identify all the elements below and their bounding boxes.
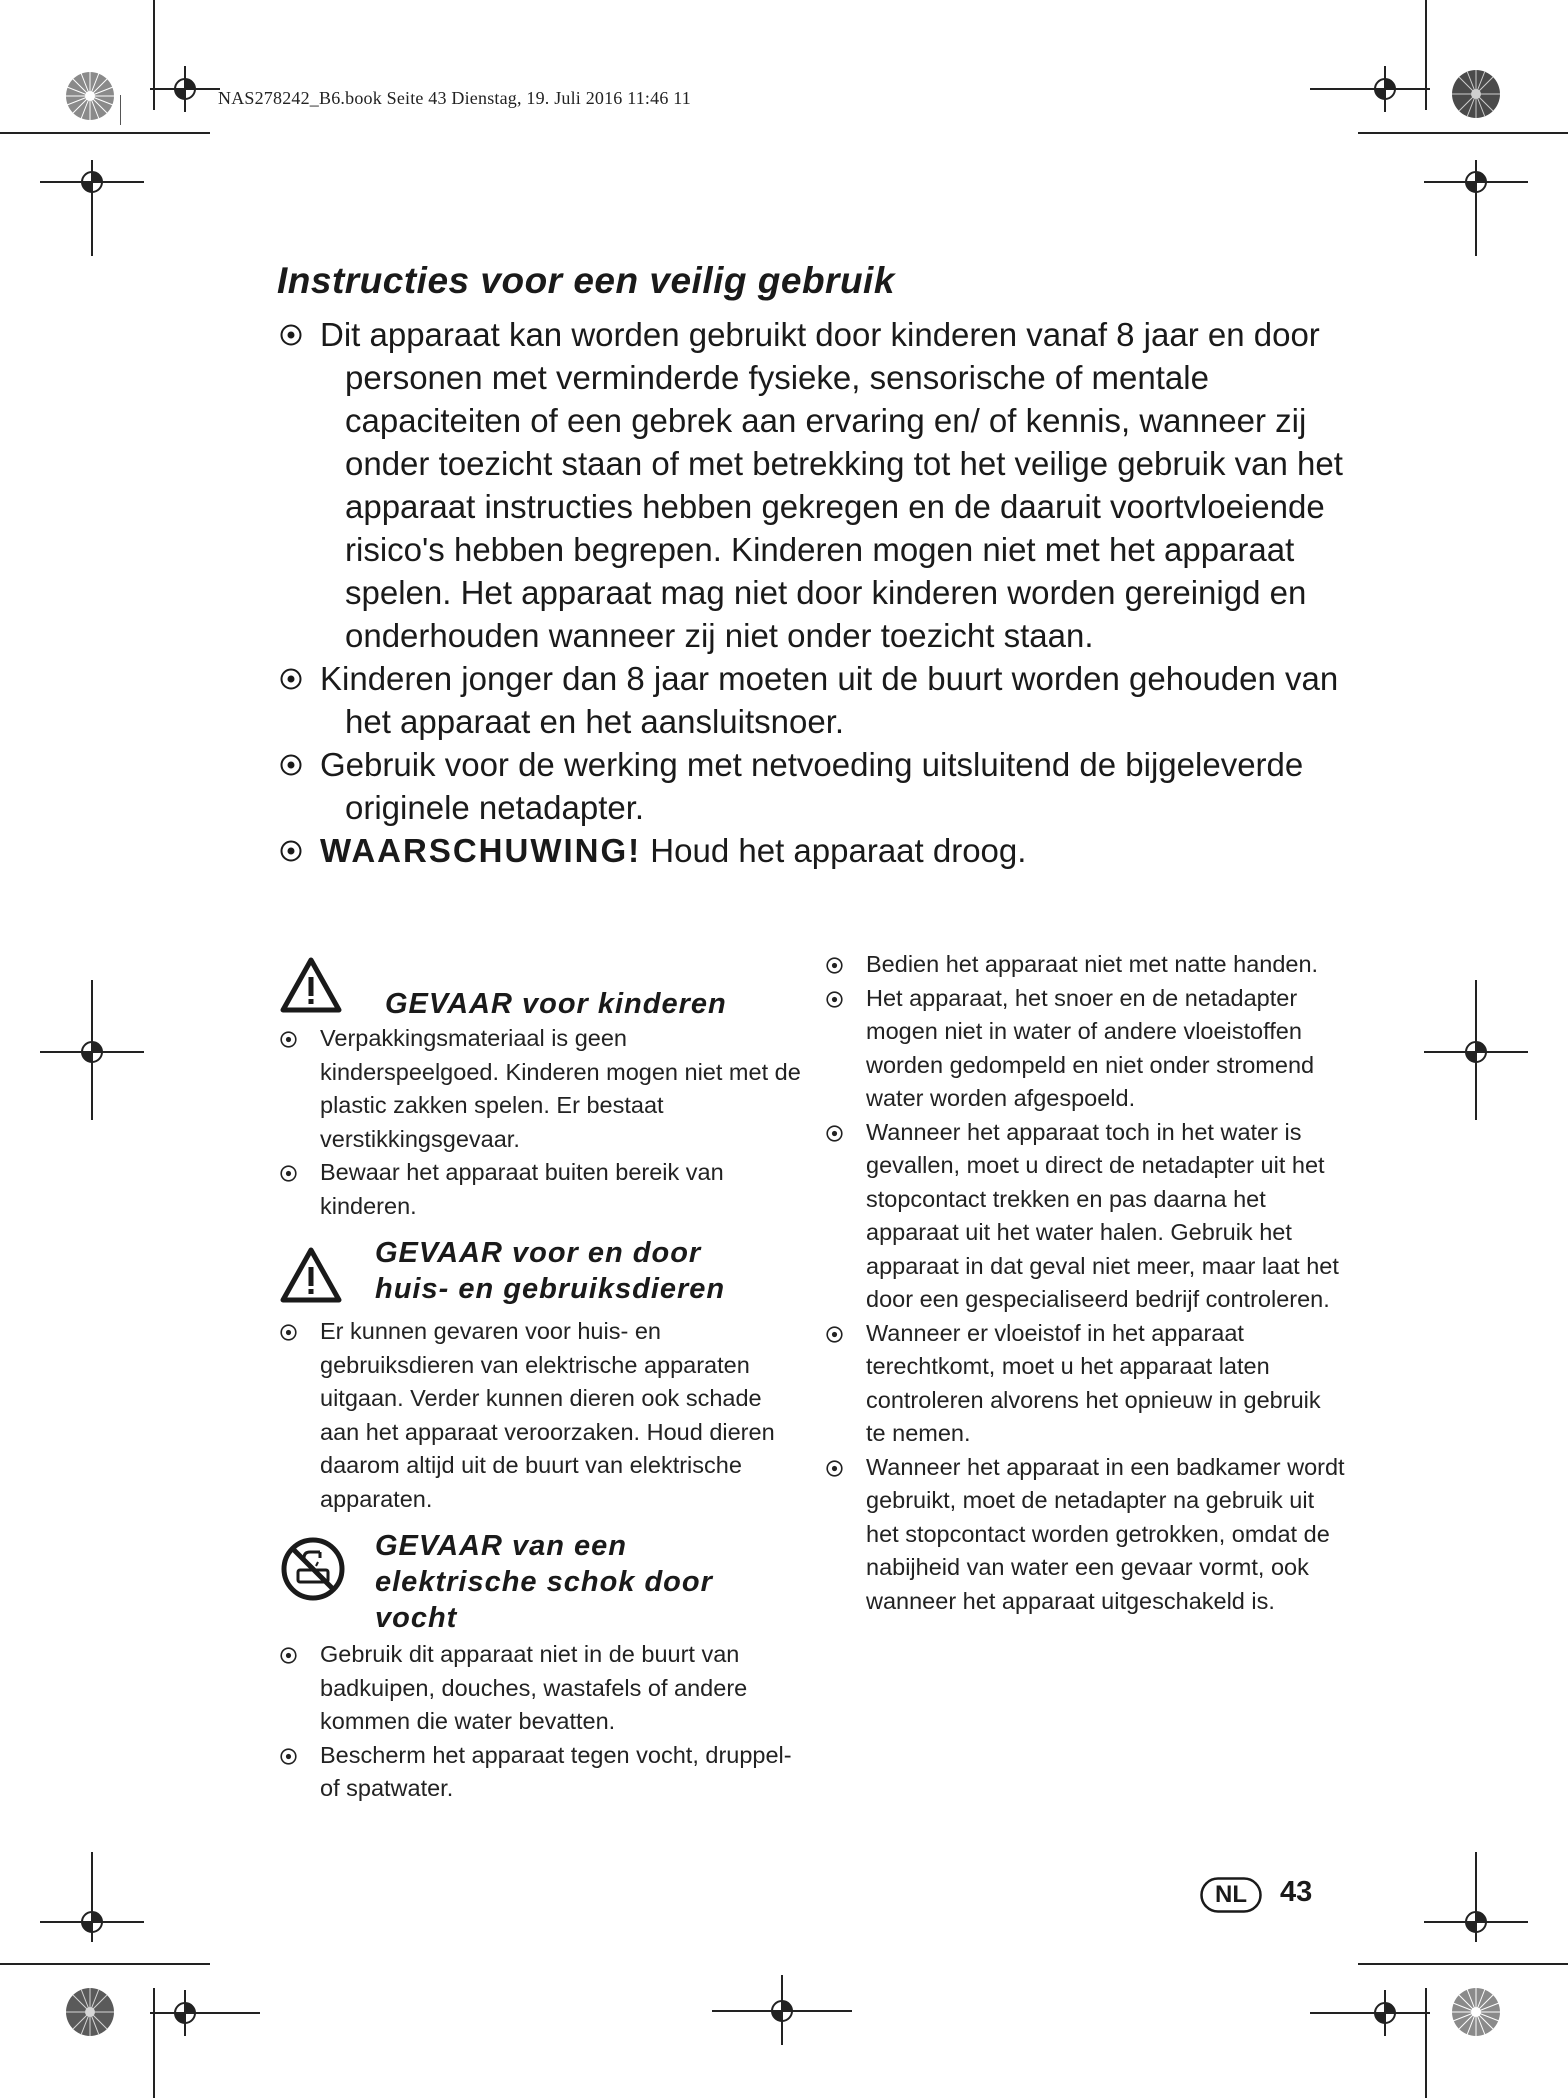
list-item xyxy=(280,1638,805,1739)
bullet-icon xyxy=(280,1647,297,1664)
crop-line xyxy=(0,1963,210,1965)
safety-instructions-list xyxy=(280,313,1360,872)
registration-mark-icon xyxy=(1310,1990,1430,2036)
list-item-text: Verpakkingsmateriaal is geen kinderspeelgoed. Kinderen mogen niet met de plastic zakken spelen. Er bestaat verstikkingsgevaar. xyxy=(320,1025,801,1152)
print-info-header: NAS278242_B6.book Seite 43 Dienstag, 19. Juli 2016 11:46 11 xyxy=(218,88,691,108)
list-item xyxy=(826,982,1346,1116)
list-item xyxy=(280,1739,805,1806)
list-item-text: Bedien het apparaat niet met natte handen. xyxy=(866,951,1319,977)
crop-line xyxy=(0,132,210,134)
registration-mark-icon xyxy=(150,1990,260,2036)
bullet-icon xyxy=(826,957,843,974)
section-heading-animals xyxy=(280,1235,805,1311)
crop-line xyxy=(120,95,121,125)
registration-mark-icon xyxy=(40,1852,144,1942)
list-item-text: Bewaar het apparaat buiten bereik van kinderen. xyxy=(320,1159,724,1219)
bullet-icon xyxy=(280,668,302,690)
registration-mark-icon xyxy=(712,1975,852,2045)
bullet-icon xyxy=(280,1324,297,1341)
page-number: 43 xyxy=(1280,1876,1313,1908)
list-item xyxy=(280,313,1360,657)
list-item-text: Wanneer het apparaat toch in het water is gevallen, moet u direct de netadapter uit het stopcontact trekken en pas daarna het apparaat uit het water halen. Gebruik het apparaat in dat geval niet meer, maar laat het door een gespecialiseerd bedrijf controleren. xyxy=(866,1118,1339,1312)
bullet-icon xyxy=(280,840,302,862)
registration-mark-icon xyxy=(1424,980,1528,1120)
bullet-icon xyxy=(280,1165,297,1182)
bullet-icon xyxy=(280,1748,297,1765)
page-title: Instructies voor een veilig gebruik xyxy=(277,260,895,301)
list-item xyxy=(826,1116,1346,1317)
warning-item-text xyxy=(320,829,1360,872)
warning-label: WAARSCHUWING! xyxy=(320,832,642,869)
section-heading-line: huis- en gebruiksdieren xyxy=(375,1273,726,1305)
section-heading-text: GEVAAR voor kinderen xyxy=(385,988,727,1020)
crop-line xyxy=(1358,1963,1568,1965)
left-column xyxy=(280,955,805,1806)
warning-item xyxy=(280,829,1360,872)
bullet-icon xyxy=(826,1326,843,1343)
list-item-text: Er kunnen gevaren voor huis- en gebruiksdieren van elektrische apparaten uitgaan. Verder kunnen dieren ook schade aan het apparaat veroorzaken. Houd dieren daarom altijd uit de buurt van elektrische apparaten. xyxy=(320,1318,775,1512)
starburst-mark-icon xyxy=(1450,1986,1502,2038)
list-item-text: Gebruik dit apparaat niet in de buurt van badkuipen, douches, wastafels of andere kommen die water bevatten. xyxy=(320,1641,748,1734)
list-item-text: Dit apparaat kan worden gebruikt door kinderen vanaf 8 jaar en door personen met verminderde fysieke, sensorische of mentale capaciteiten of een gebrek aan ervaring en/ of kennis, wanneer zij onder toezicht staan of met betrekking tot het veilige gebruik van het apparaat instructies hebben gekregen en de daaruit voortvloeiende risico's hebben begrepen. Kinderen mogen niet met het apparaat spelen. Het apparaat mag niet door kinderen worden gereinigd en onderhouden wanneer zij niet onder toezicht staan. xyxy=(320,316,1343,654)
section-heading-line: vocht xyxy=(375,1602,458,1634)
warning-triangle-icon xyxy=(280,957,342,1013)
list-item xyxy=(280,657,1360,743)
section-heading-line: elektrische schok door xyxy=(375,1566,713,1598)
registration-mark-icon xyxy=(1310,66,1430,112)
registration-mark-icon xyxy=(40,160,144,256)
registration-mark-icon xyxy=(150,66,220,112)
list-item xyxy=(826,1451,1346,1619)
section-heading-shock xyxy=(280,1528,805,1636)
list-item-text: Gebruik voor de werking met netvoeding uitsluitend de bijgeleverde originele netadapter. xyxy=(320,746,1304,826)
list-item-text: Bescherm het apparaat tegen vocht, druppel- of spatwater. xyxy=(320,1741,792,1801)
list-item xyxy=(280,743,1360,829)
right-column xyxy=(826,948,1346,1618)
warning-text: Houd het apparaat droog. xyxy=(641,832,1027,869)
language-badge: NL xyxy=(1215,1881,1247,1908)
registration-mark-icon xyxy=(1424,160,1528,256)
registration-mark-icon xyxy=(1424,1852,1528,1942)
starburst-mark-icon xyxy=(1450,68,1502,120)
list-item xyxy=(280,1156,805,1223)
registration-mark-icon xyxy=(40,980,144,1120)
bullet-icon xyxy=(826,991,843,1008)
no-water-icon xyxy=(280,1536,346,1602)
list-item xyxy=(826,1317,1346,1451)
list-item xyxy=(280,1315,805,1516)
list-item xyxy=(280,1022,805,1156)
bullet-icon xyxy=(280,324,302,346)
bullet-icon xyxy=(826,1460,843,1477)
list-item xyxy=(826,948,1346,982)
list-item-text: Kinderen jonger dan 8 jaar moeten uit de buurt worden gehouden van het apparaat en het aansluitsnoer. xyxy=(320,660,1339,740)
section-heading-line: GEVAAR voor en door xyxy=(375,1237,702,1269)
starburst-mark-icon xyxy=(64,1986,116,2038)
list-item-text: Wanneer het apparaat in een badkamer wordt gebruikt, moet de netadapter na gebruik uit het stopcontact worden getrokken, omdat de nabijheid van water een gevaar vormt, ook wanneer het apparaat uitgeschakeld is. xyxy=(866,1453,1345,1614)
section-heading-children xyxy=(280,955,805,1020)
crop-line xyxy=(1358,132,1568,134)
section-heading-line: GEVAAR van een xyxy=(375,1530,627,1562)
warning-triangle-icon xyxy=(280,1247,342,1303)
list-item-text: Wanneer er vloeistof in het apparaat terechtkomt, moet u het apparaat laten controleren alvorens het opnieuw in gebruik te nemen. xyxy=(866,1319,1321,1446)
bullet-icon xyxy=(280,754,302,776)
starburst-mark-icon xyxy=(64,70,116,122)
list-item-text: Het apparaat, het snoer en de netadapter mogen niet in water of andere vloeistoffen worden gedompeld en niet onder stromend water worden afgespoeld. xyxy=(866,984,1315,1111)
bullet-icon xyxy=(826,1125,843,1142)
bullet-icon xyxy=(280,1031,297,1048)
